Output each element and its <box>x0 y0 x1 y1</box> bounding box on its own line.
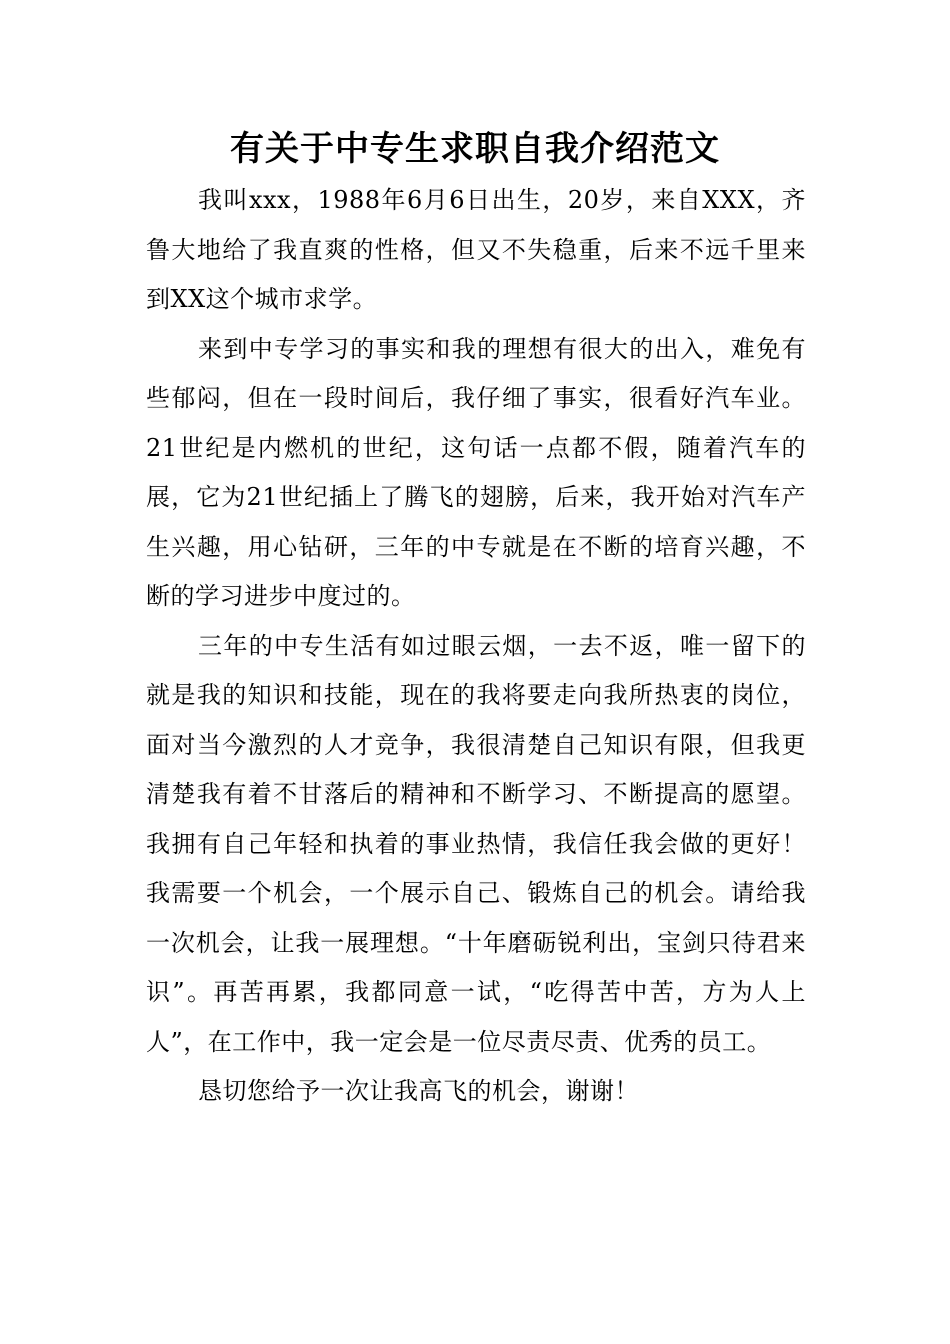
document-title: 有关于中专生求职自我介绍范文 <box>230 129 720 169</box>
paragraph-closing: 恳切您给予一次让我高飞的机会，谢谢！ <box>198 1077 639 1105</box>
paragraph-study: 来到中专学习的事实和我的理想有很大的出入，难免有些郁闷，但在一段时间后，我仔细了事实，很看好汽车业。21世纪是内燃机的世纪，这句话一点都不假，随着汽车的展，它为21世纪插上了腾飞的翅膀，后来，我开始对汽车产生兴趣，用心钻研，三年的中专就是在不断的培育兴趣，不断的学习进步中度过的。 <box>146 334 806 610</box>
paragraph-aspiration: 三年的中专生活有如过眼云烟，一去不返，唯一留下的就是我的知识和技能，现在的我将要走向我所热衷的岗位，面对当今激烈的人才竞争，我很清楚自己知识有限，但我更清楚我有着不甘落后的精神和不断学习、不断提高的愿望。我拥有自己年轻和执着的事业热情，我信任我会做的更好！我需要一个机会，一个展示自己、锻炼自己的机会。请给我一次机会，让我一展理想。“十年磨砺锐利出，宝剑只待君来识”。再苦再累，我都同意一试，“吃得苦中苦，方为人上人”，在工作中，我一定会是一位尽责尽责、优秀的员工。 <box>146 631 806 1056</box>
paragraph-intro: 我叫xxx，1988年6月6日出生，20岁，来自XXX，齐鲁大地给了我直爽的性格，但又不失稳重，后来不远千里来到XX这个城市求学。 <box>146 186 806 313</box>
document-body <box>146 176 806 1117</box>
